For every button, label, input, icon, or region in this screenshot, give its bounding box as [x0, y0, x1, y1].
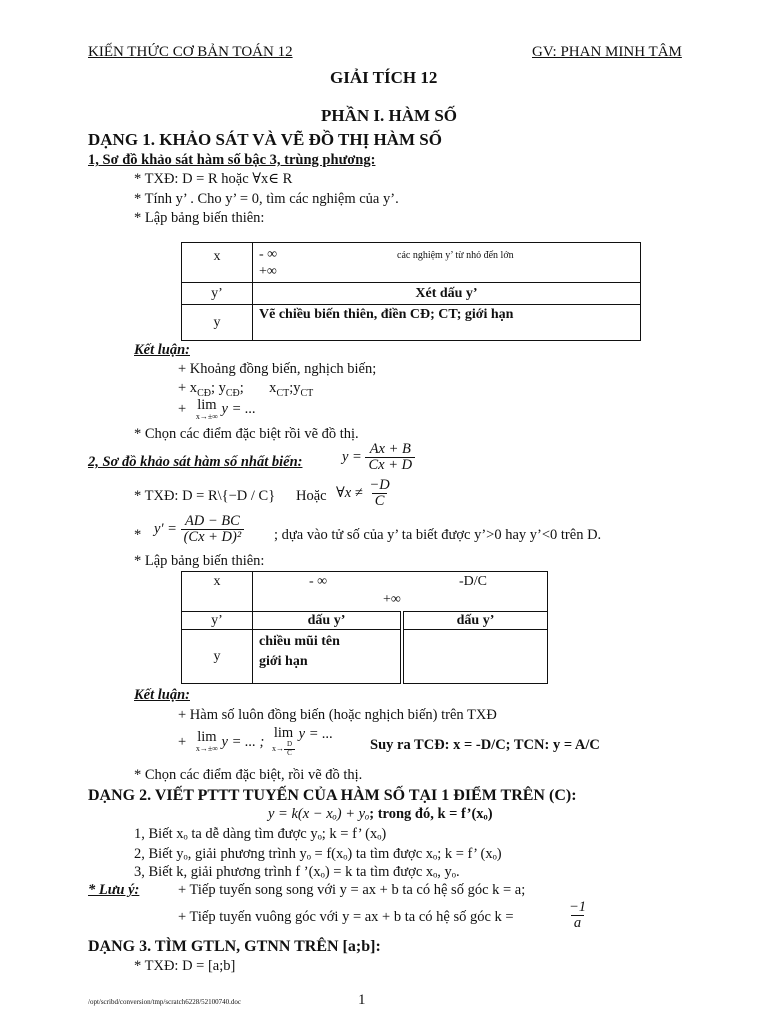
s2-txd: * TXĐ: D = R\{−D / C} [134, 488, 276, 504]
s1-tinh: * Tính y’ . Cho y’ = 0, tìm các nghiệm của y’. [134, 191, 399, 207]
t1-x: x [182, 243, 253, 283]
t2-y: y [182, 630, 253, 684]
t1-xet-dau: Xét dấu y’ [253, 283, 641, 305]
header-left: KIẾN THỨC CƠ BẢN TOÁN 12 [88, 44, 293, 60]
dang2-l2: 2, Biết yₒ, giải phương trình yₒ = f(xₒ) ta tìm được xₒ; k = f’ (xₒ) [134, 846, 502, 862]
part-title: PHẦN I. HÀM SỐ [321, 106, 457, 125]
luu-y-1: + Tiếp tuyến song song với y = ax + b ta có hệ số góc k = a; [178, 882, 526, 898]
t1-nghiem: các nghiệm y’ từ nhỏ đến lớn [397, 250, 514, 261]
variation-table-1 [181, 242, 641, 341]
dang3-txd: * TXĐ: D = [a;b] [134, 958, 236, 974]
s2-hoac: Hoặc [296, 488, 327, 504]
t1-neg-inf: - ∞ [259, 247, 278, 262]
t2-dc: -D/C [459, 574, 487, 589]
dang2-heading: DẠNG 2. VIẾT PTTT TUYẾN CỦA HÀM SỐ TẠI 1 ĐIỂM TRÊN (C): [88, 787, 577, 804]
kl2a: + Hàm số luôn đồng biến (hoặc nghịch biến) trên TXĐ [178, 707, 497, 723]
t2-empty [402, 630, 548, 684]
t1-pos-inf: +∞ [259, 264, 277, 279]
luu-y: * Lưu ý: [88, 882, 140, 898]
chon2: * Chọn các điểm đặc biệt, rồi vẽ đồ thị. [134, 767, 363, 783]
s1-txd: * TXĐ: D = R hoặc ∀x∈ R [134, 171, 293, 187]
t1-yp: y’ [182, 283, 253, 305]
lim-block-1: lim x→±∞ [195, 397, 218, 422]
t2-x: x [182, 572, 253, 612]
s1-lap: * Lập bảng biến thiên: [134, 210, 265, 226]
luu-y-2-frac: $\frac{-1}{a}$ [569, 899, 587, 932]
t2-yp: y’ [182, 612, 253, 630]
kl1: + Khoảng đồng biến, nghịch biến; [178, 361, 377, 377]
doc-title: GIẢI TÍCH 12 [330, 68, 438, 87]
t1-y: y [182, 305, 253, 341]
t2-chieu: chiều mũi tên giới hạn [253, 630, 403, 684]
t2-dau2: dấu y’ [402, 612, 548, 630]
luu-y-2: + Tiếp tuyến vuông góc với y = ax + b ta có hệ số góc k = [178, 909, 514, 925]
s2-yp: y' = $\frac{AD - BC}{\text{(Cx + D)²}}$ [154, 514, 244, 545]
footer-path: /opt/scribd/conversion/tmp/scratch6228/52100740.doc [88, 998, 242, 1006]
chon1: * Chọn các điểm đặc biệt rồi vẽ đồ thị. [134, 426, 359, 442]
t1-x-row [253, 243, 641, 283]
ket-luan-1: Kết luận: [134, 342, 190, 358]
s2-lap: * Lập bảng biến thiên: [134, 553, 265, 569]
ket-luan-2: Kết luận: [134, 687, 190, 703]
t2-neg-inf: - ∞ [309, 574, 328, 589]
t2-pos-inf: +∞ [383, 592, 401, 607]
lim-block-2: lim x→±∞ [195, 729, 218, 754]
s2-forall: ∀x ≠ $\frac{-D}{C}$ [336, 477, 390, 510]
t2-x-row [253, 572, 548, 612]
dang2-formula-line: y = k(x − xₒ) + yₒ; trong đó, k = f’(xₒ) [268, 806, 493, 822]
dang1-sub2: 2, Sơ đồ khảo sát hàm số nhất biến: [88, 454, 303, 470]
variation-table-2 [181, 571, 548, 684]
kl2: + $x_{CĐ}$; $y_{CĐ}$; $x_{CT};y_{CT}$ [178, 380, 314, 399]
dang1-sub1: 1, Sơ đồ khảo sát hàm số bậc 3, trùng phương: [88, 152, 376, 168]
t2-dau1: dấu y’ [253, 612, 403, 630]
kl2b: + lim x→±∞ y = ... ; lim x→ $\frac{D}{C}$ y = ... [178, 725, 334, 757]
lim-block-3: lim x→ $\frac{D}{C}$ [271, 725, 294, 757]
suy-ra: Suy ra TCĐ: x = -D/C; TCN: y = A/C [370, 737, 600, 753]
s2-star: * [134, 527, 142, 543]
t1-ve: Vẽ chiều biến thiên, điền CĐ; CT; giới hạn [253, 305, 641, 341]
s2-dua: ; dựa vào tử số của y’ ta biết được y’>0 hay y’<0 trên D. [274, 527, 602, 543]
kl3: + lim x→±∞ y = ... [178, 397, 256, 422]
header-right: GV: PHAN MINH TÂM [532, 44, 682, 60]
dang2-l1: 1, Biết xₒ ta dễ dàng tìm được yₒ; k = f’ (xₒ) [134, 826, 387, 842]
dang3-heading: DẠNG 3. TÌM GTLN, GTNN TRÊN [a;b]: [88, 938, 381, 955]
sub2-formula: y = $\frac{Ax + B}{Cx + D}$ [342, 442, 415, 473]
dang2-l3: 3, Biết k, giải phương trình f ’(xₒ) = k ta tìm được xₒ, yₒ. [134, 864, 460, 880]
page-number: 1 [358, 992, 366, 1008]
dang1-heading: DẠNG 1. KHẢO SÁT VÀ VẼ ĐỒ THỊ HÀM SỐ [88, 130, 442, 149]
